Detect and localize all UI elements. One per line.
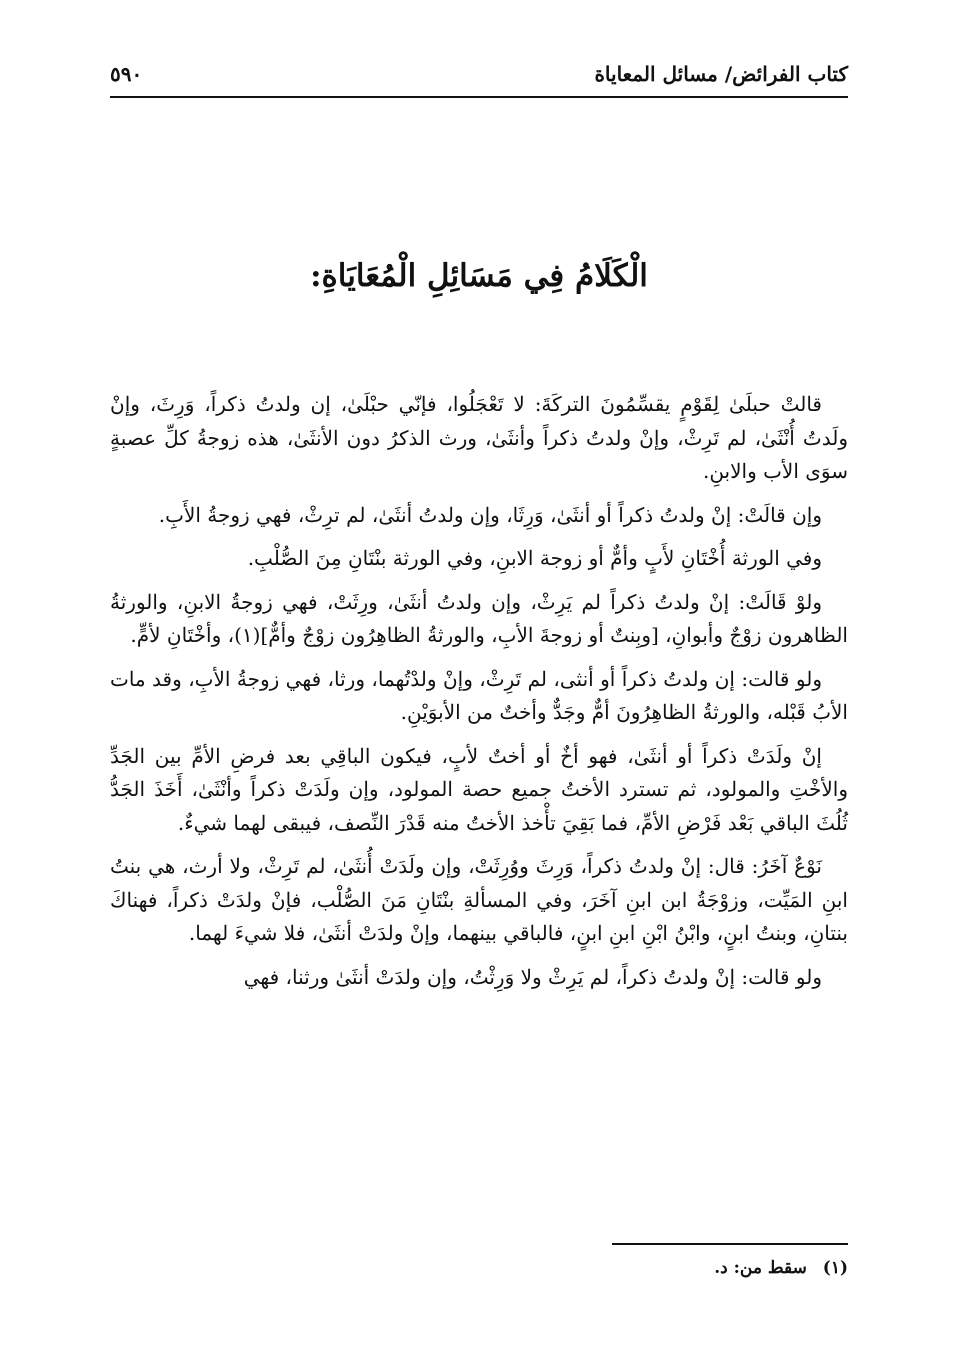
paragraph-1: قالتْ حبلَىٰ لِقَوْمٍ يقسِّمُونَ التركَةَ: لا تَعْجَلُوا، فإنّي حبْلَىٰ، إن ولدتُ ذكراً، وَرِثَ، وإنْ ولَدتُ أُنْثَىٰ، لم تَرِثْ، وإنْ ولدتُ ذكراً وأنثَىٰ، ورث الذكرُ دون الأنثَىٰ، هذه زوجةُ كلِّ عصبةٍ سوَى الأب والابنِ. <box>110 392 848 483</box>
footnote <box>110 1258 848 1278</box>
body-text <box>110 388 848 1004</box>
paragraph-7: نَوْعٌ آخَرُ: قال: إنْ ولدتُ ذكراً، وَرِثَ ووُرِثَتْ، وإن ولَدَتْ أُنثَىٰ، لم تَرِثْ، ولا أرث، هي بنتُ ابنِ المَيِّت، وزوْجَةُ ابن ابنِ آخَرَ، وفي المسألةِ بنْتَانِ مَنَ الصُّلْب، فإنْ ولدَتْ ذكراً، فهناكَ بنتانِ، وبنتُ ابنٍ، وابْنُ ابْنِ ابنِ ابنٍ، فالباقي بينهما، وإنْ ولدَتْ أنثَىٰ، فلا شيءَ لهما. <box>110 854 848 945</box>
paragraph-8: ولو قالت: إنْ ولدتُ ذكراً، لم يَرِثْ ولا وَرِثْتُ، وإن ولدَتْ أنثَىٰ ورثنا، فهي <box>243 964 822 989</box>
paragraph-5: ولو قالت: إن ولدتُ ذكراً أو أنثى، لم تَرِثْ، وإنْ ولدْتُهما، ورثا، فهي زوجةُ الأبِ، وقد مات الأبُ قَبْله، والورثةُ الظاهِرُونَ أمٌّ وجَدٌّ وأختٌ من الأبوَيْنِ. <box>110 666 848 724</box>
paragraph-6: إنْ ولَدَتْ ذكراً أو أنثَىٰ، فهو أخٌ أو أختٌ لأبٍ، فيكون الباقِي بعد فرضِ الأمِّ بين الجَدِّ والأخْتِ والمولود، ثم تسترد الأختُ جميع حصة المولود، وإن ولَدَتْ ذكراً وأنْثَىٰ، أَخَذَ الجَدُّ ثُلُثَ الباقي بَعْد فَرْضِ الأمِّ، فما بَقِيَ تأْخذ الأختُ منه قَدْرَ النِّصف، فيبقى لهما شيءٌ. <box>110 743 848 835</box>
paragraph-3: وفي الورثة أُخْتَانِ لأَبٍ وأمٌّ أو زوجة الابنِ، وفي الورثة بنْتَانِ مِنَ الصُّلْبِ. <box>247 546 822 570</box>
chapter-title: الْكَلَامُ فِي مَسَائِلِ الْمُعَايَاةِ: <box>310 258 648 294</box>
footnote-text: سقط من: د. <box>714 1258 807 1278</box>
paragraph-2: وإن قالَتْ: إنْ ولدتُ ذكراً أو أنثَىٰ، وَرِثَا، وإن ولدتُ أنثَىٰ، لم ترِثْ، فهي زوجةُ الأَبِ. <box>158 502 822 527</box>
page-number: ٥٩٠ <box>110 62 143 86</box>
footnote-rule <box>612 1243 848 1245</box>
footnote-marker: (١) <box>822 1258 848 1278</box>
paragraph-4: ولوْ قَالَتْ: إنْ ولدتُ ذكراً لم يَرِثْ، وإن ولدتُ أنثَىٰ، ورِثَتْ، فهي زوجةُ الابنِ، والورثةُ الظاهرون زوْجٌ وأبوانِ، [وبِنتٌ أو زوجةَ الأبِ، والورثةُ الظاهِرُون زوْجٌ وأمٌّ](١)، وأخْتَانِ لأمٍّ. <box>110 589 848 647</box>
running-header <box>110 58 848 94</box>
header-title: كتاب الفرائض/ مسائل المعاياة <box>594 62 848 86</box>
header-rule <box>110 96 848 98</box>
